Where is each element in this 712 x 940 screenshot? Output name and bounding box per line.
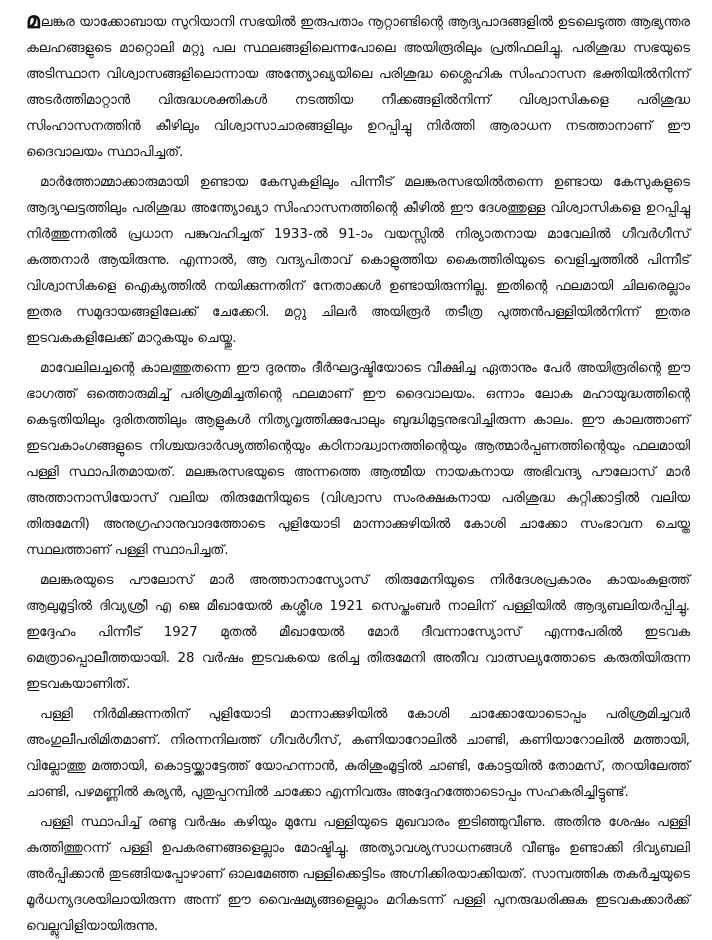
paragraph-1-text: ലങ്കര യാക്കോബായ സുറിയാനി സഭയിൽ ഇരുപതാം നൂറ്റാണ്ടിന്റെ ആദ്യപാദങ്ങളിൽ ഉടലെടുത്ത ആഭ്യന്തര കലഹങ്ങളുടെ മാറ്റൊലി മറ്റു പല സ്ഥലങ്ങളിലെന്നപോലെ അയിരൂരിലും പ്രതിഫലിച്ചു. പരിശുദ്ധ സഭയുടെ അടിസ്ഥാന വിശ്വാസങ്ങളിലൊന്നായ അന്ത്യോഖ്യയിലെ പരിശുദ്ധ ശ്ലൈഹിക സിംഹാസന ഭക്തിയിൽനിന്ന് അടർത്തിമാറ്റാൻ വിരുദ്ധശക്തികൾ നടത്തിയ നീക്കങ്ങളിൽനിന്ന് വിശ്വാസികളെ പരിശുദ്ധ സിംഹാസനത്തിൻ കീഴിലും വിശ്വാസാചാരങ്ങളിലും ഉറപ്പിച്ചു നിർത്തി ആരാധന നടത്താനാണ് ഈ ദൈവാലയം സ്ഥാപിച്ചത്. bbox=[26, 15, 690, 160]
paragraph-6 bbox=[26, 810, 690, 940]
paragraph-6-text: പള്ളി സ്ഥാപിച്ച് രണ്ടു വർഷം കഴിയും മുമ്പേ പള്ളിയുടെ മുഖവാരം ഇടിഞ്ഞുവീണു. അതിനു ശേഷം പള്ളി കുത്തിത്തുറന്ന് പള്ളി ഉപകരണങ്ങളെല്ലാം മോഷ്ടിച്ചു. അത്യാവശ്യസാധനങ്ങൾ വീണ്ടും ഉണ്ടാക്കി ദിവ്യബലി അർപ്പിക്കാൻ തുടങ്ങിയപ്പോഴാണ് ഓലമേഞ്ഞ പള്ളിക്കെട്ടിടം അഗ്നിക്കിരയാക്കിയത്. സാമ്പത്തിക തകർച്ചയുടെ മൂർധന്യദശയിലായിരുന്ന അന്ന് ഈ വൈഷമ്യങ്ങളെല്ലാം മറികടന്ന് പള്ളി പുനരുദ്ധരിക്കുക ഇടവകക്കാർക്ക് വെല്ലുവിളിയായിരുന്നു. bbox=[26, 815, 690, 934]
paragraph-3-text: മാവേലിലച്ചന്റെ കാലത്തുതന്നെ ഈ ദുരന്തം ദീർഘദൃഷ്ടിയോടെ വീക്ഷിച്ച ഏതാനും പേർ അയിരൂരിന്റെ ഈ ഭാഗത്ത് ഒത്തൊരുമിച്ച് പരിശ്രമിച്ചതിന്റെ ഫലമാണ് ഈ ദൈവാലയം. ഒന്നാം ലോക മഹായുദ്ധത്തിന്റെ കെടുതിയിലും ദുരിതത്തിലും ആളുകൾ നിത്യവൃത്തിക്കുപോലും ബുദ്ധിമുട്ടനുഭവിച്ചിരുന്ന കാലം. ഈ കാലത്താണ് ഇടവകാംഗങ്ങളുടെ നിശ്ചയദാർഢ്യത്തിന്റെയും കഠിനാദ്ധ്വാനത്തിന്റെയും ആത്മാർപ്പണത്തിന്റെയും ഫലമായി പള്ളി സ്ഥാപിതമായത്. മലങ്കരസഭയുടെ അന്നത്തെ ആത്മീയ നായകനായ അഭിവന്ദ്യ പൗലോസ് മാർ അത്താനാസിയോസ് വലിയ തിരുമേനിയുടെ (വിശ്വാസ സംരക്ഷകനായ പരിശുദ്ധ കുറ്റിക്കാട്ടിൽ വലിയ തിരുമേനി) അനുഗ്രഹാനുവാദത്തോടെ പുളിയോടി മാന്നാക്കുഴിയിൽ കോശി ചാക്കോ സംഭാവന ചെയ്ത സ്ഥലത്താണ് പള്ളി സ്ഥാപിച്ചത്. bbox=[26, 361, 690, 558]
paragraph-3 bbox=[26, 356, 690, 564]
paragraph-2-text: മാർത്തോമ്മാക്കാരുമായി ഉണ്ടായ കേസുകളിലും പിന്നീട് മലങ്കരസഭയിൽതന്നെ ഉണ്ടായ കേസുകളുടെ ആദ്യഘട്ടത്തിലും പരിശുദ്ധ അന്ത്യോഖ്യാ സിംഹാസനത്തിന്റെ കീഴിൽ ഈ ദേശത്തുള്ള വിശ്വാസികളെ ഉറപ്പിച്ചു നിർത്തുന്നതിൽ പ്രധാന പങ്കുവഹിച്ചത് 1933-ൽ 91-ാം വയസ്സിൽ നിര്യാതനായ മാവേലിൽ ഗീവർഗീസ് കത്തനാർ ആയിരുന്നു. എന്നാൽ, ആ വന്ദ്യപിതാവ് കൊളുത്തിയ കൈത്തിരിയുടെ വെളിച്ചത്തിൽ പിന്നീട് വിശ്വാസികളെ ഐക്യത്തിൽ നയിക്കുന്നതിന് നേതാക്കൾ ഉണ്ടായിരുന്നില്ല. ഇതിന്റെ ഫലമായി ചിലരെല്ലാം ഇതര സമുദായങ്ങളിലേക്ക് ചേക്കേറി. മറ്റു ചിലർ അയിരൂർ തടീത്ര പുത്തൻപള്ളിയിൽനിന്ന് ഇതര ഇടവകകളിലേക്ക് മാറുകയും ചെയ്തു. bbox=[26, 175, 690, 346]
paragraph-4-text: മലങ്കരയുടെ പൗലോസ് മാർ അത്താനാസ്യോസ് തിരുമേനിയുടെ നിർദേശപ്രകാരം കായംകുളത്ത് ആലുമൂട്ടിൽ ദിവ്യശ്രീ എ ജെ മീഖായേൽ കശ്ശീശ 1921 സെപ്തംബർ നാലിന് പള്ളിയിൽ ആദ്യബലിയർപ്പിച്ചു. ഇദ്ദേഹം പിന്നീട് 1927 മുതൽ മീഖായേൽ മോർ ദീവന്നാസ്യോസ് എന്നപേരിൽ ഇടവക മെത്രാപ്പൊലീത്തയായി. 28 വർഷം ഇടവകയെ ഭരിച്ച തിരുമേനി അതീവ വാത്സല്യത്തോടെ കരുതിയിരുന്ന ഇടവകയാണിത്. bbox=[26, 573, 690, 692]
paragraph-5 bbox=[26, 702, 690, 806]
document-page bbox=[26, 9, 690, 934]
paragraph-1 bbox=[26, 10, 690, 166]
paragraph-2 bbox=[26, 170, 690, 352]
paragraph-5-text: പള്ളി നിർമിക്കുന്നതിന് പുളിയോടി മാന്നാക്കുഴിയിൽ കോശി ചാക്കോയോടൊപ്പം പരിശ്രമിച്ചവർ അംഗുലീപരിമിതമാണ്. നിരന്നനിലത്ത് ഗീവർഗീസ്, കണിയാറോലിൽ ചാണ്ടി, കണിയാറോലിൽ മത്തായി, വില്ലോത്തു മത്തായി, കൊട്ടയ്ക്കാട്ടേത്ത് യോഹന്നാൻ, കുരിശുംമൂട്ടിൽ ചാണ്ടി, കോട്ടയിൽ തോമസ്, തറയിലേത്ത് ചാണ്ടി, പഴമണ്ണിൽ കുര്യൻ, പുതുപ്പറമ്പിൽ ചാക്കോ എന്നിവരും അദ്ദേഹത്തോടൊപ്പം സഹകരിച്ചിട്ടുണ്ട്. bbox=[26, 707, 690, 800]
paragraph-4 bbox=[26, 568, 690, 698]
drop-cap-letter: മ bbox=[26, 9, 40, 34]
